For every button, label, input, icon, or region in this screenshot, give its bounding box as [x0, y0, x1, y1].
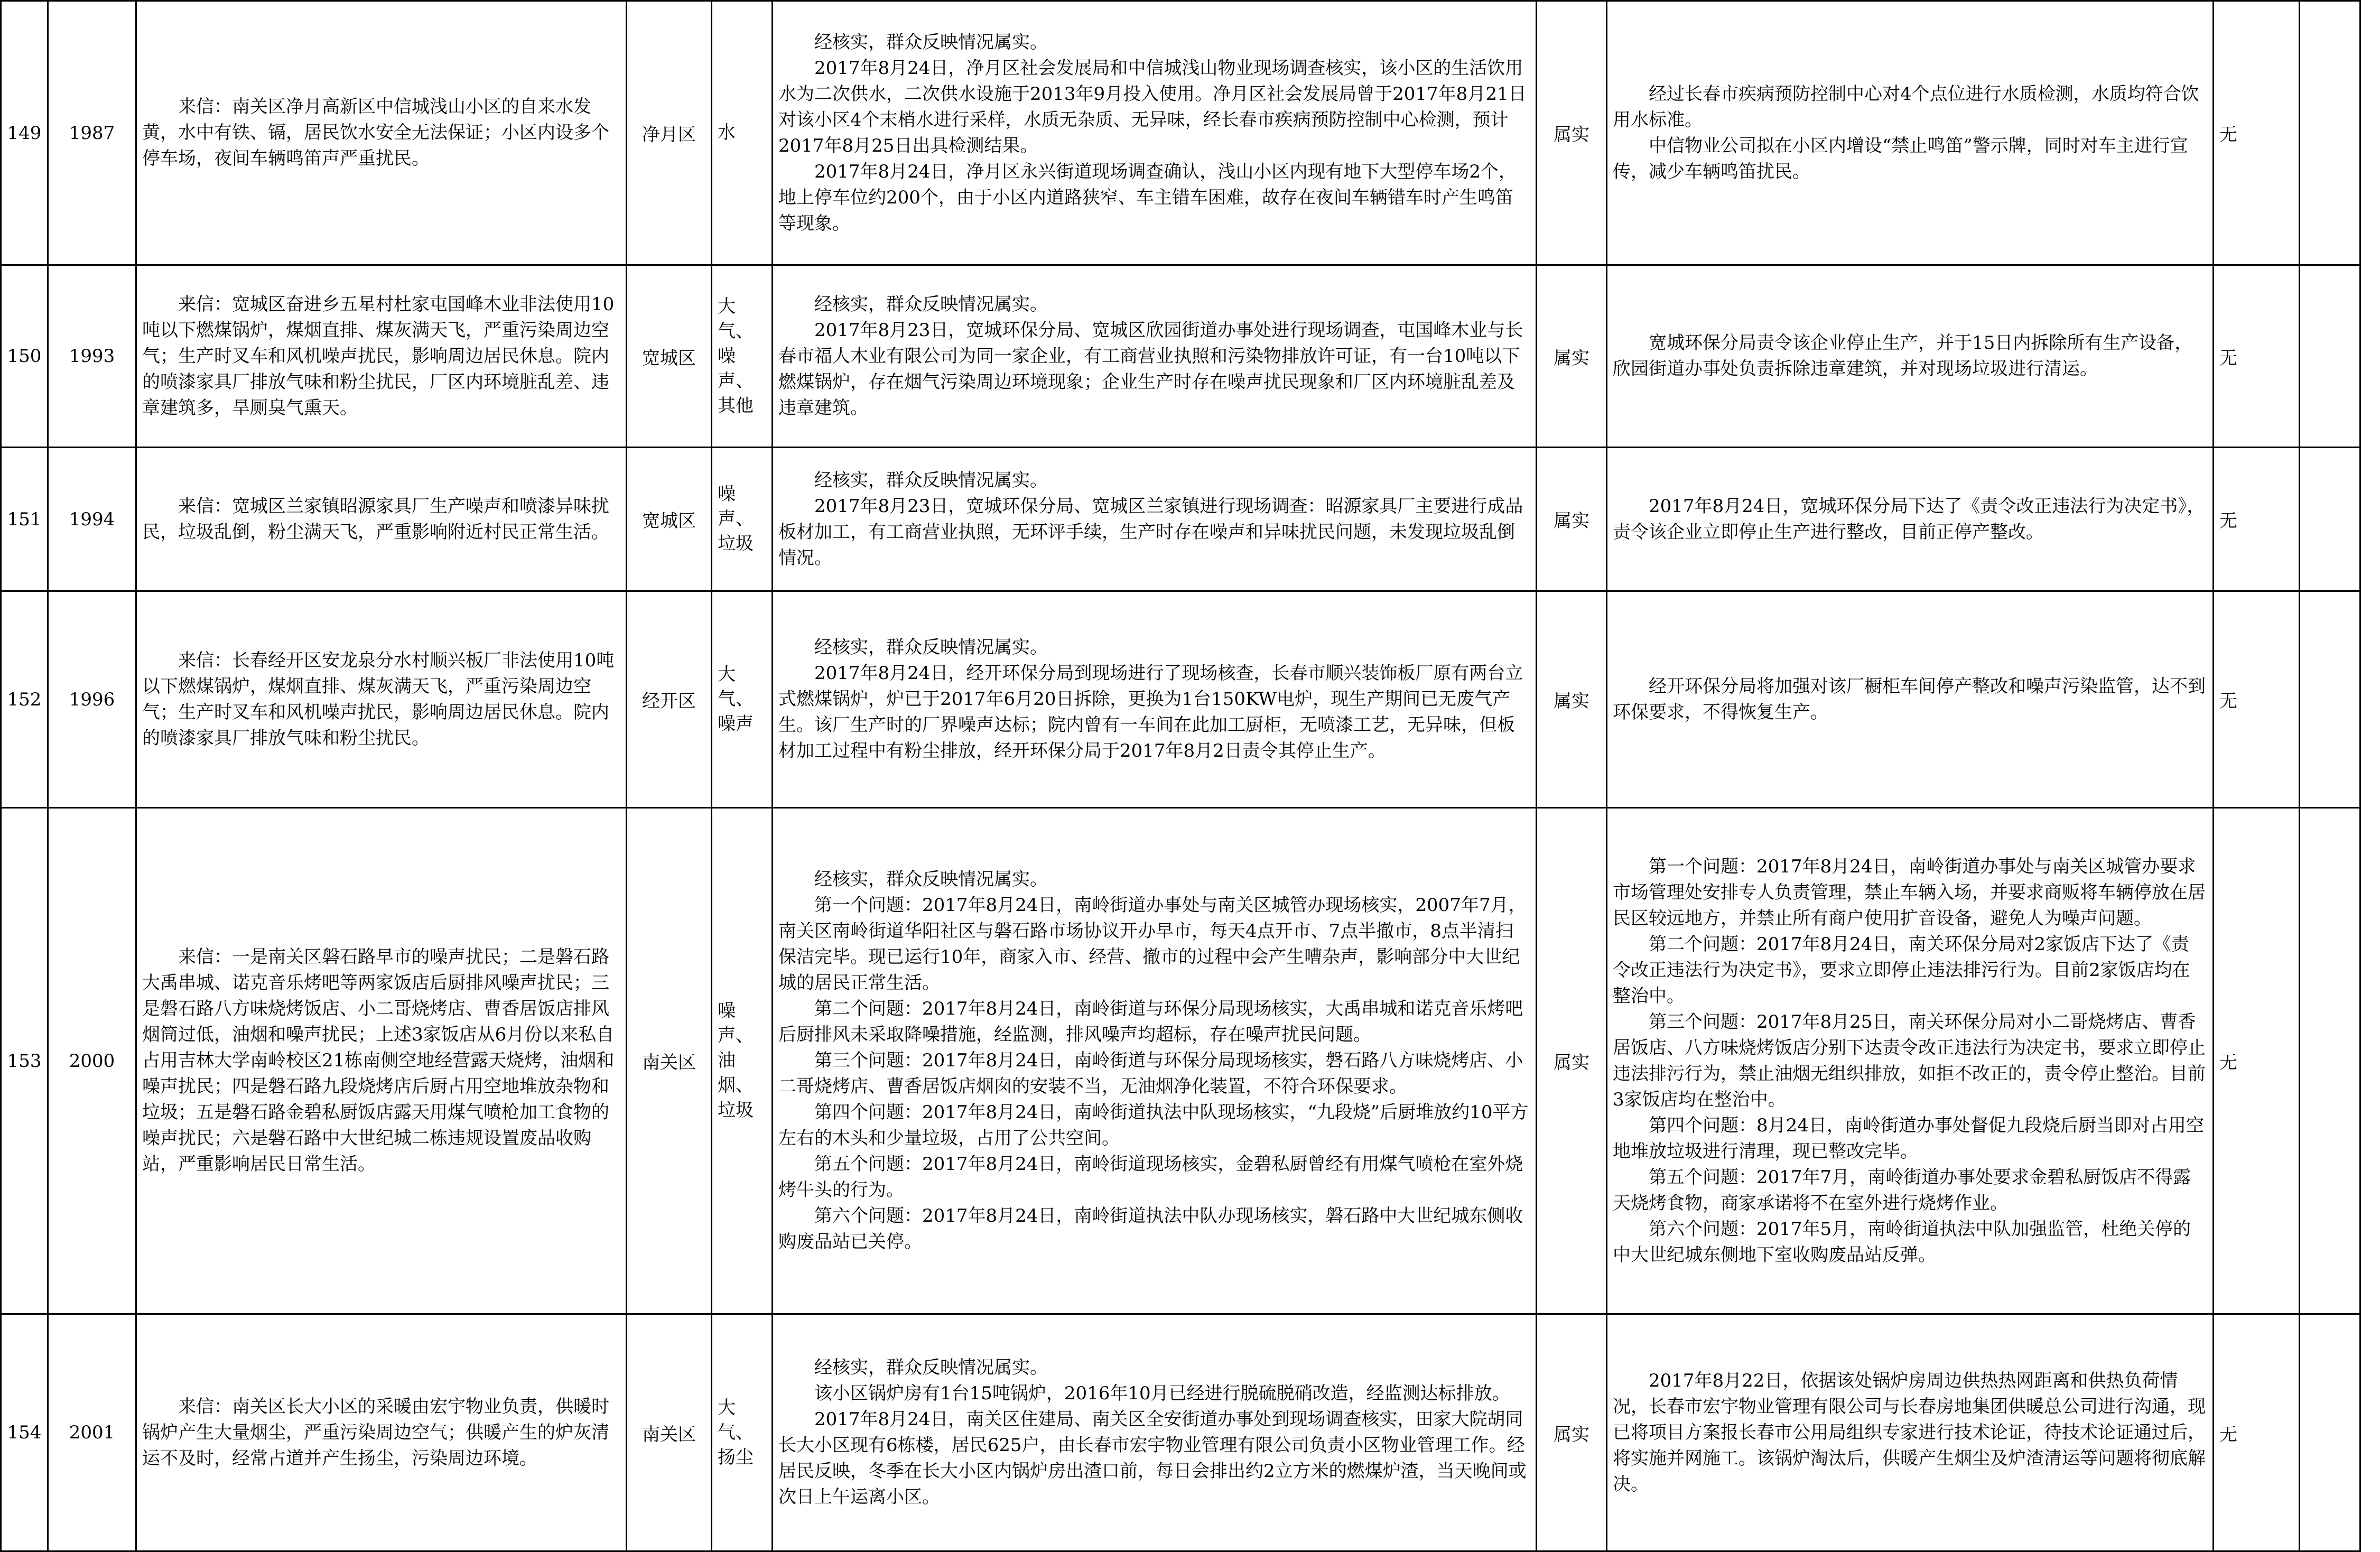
investigation-cell — [773, 1, 1537, 265]
investigation-cell-paragraph: 第六个问题：2017年8月24日，南岭街道执法中队办现场核实，磐石路中大世纪城东侧收购废品站已关停。 — [778, 1205, 1523, 1252]
action-cell-paragraph: 第二个问题：2017年8月24日，南关环保分局对2家饭店下达了《责令改正违法行为决定书》，要求立即停止违法排污行为。目前2家饭店均在整治中。 — [1613, 933, 2190, 1007]
accountability-cell: 无 — [2214, 265, 2300, 448]
investigation-cell-paragraph: 第三个问题：2017年8月24日，南岭街道与环保分局现场核实，磐石路八方味烧烤店、小二哥烧烤店、曹香居饭店烟囱的安装不当，无油烟净化装置，不符合环保要求。 — [778, 1050, 1523, 1097]
action-cell-paragraph: 宽城环保分局责令该企业停止生产，并于15日内拆除所有生产设备，欣园街道办事处负责拆除违章建筑，并对现场垃圾进行清运。 — [1613, 332, 2193, 379]
action-cell — [1607, 808, 2214, 1314]
action-cell-paragraph: 第六个问题：2017年5月，南岭街道执法中队加强监管，杜绝关停的中大世纪城东侧地下室收购废品站反弹。 — [1613, 1218, 2191, 1266]
investigation-cell-paragraph: 2017年8月24日，经开环保分局到现场进行了现场核查，长春市顺兴装饰板厂原有两台立式燃煤锅炉，炉已于2017年6月20日拆除，更换为1台150KW电炉，现生产期间已无废气产生。该厂生产时的厂界噪声达标；院内曾有一车间在此加工厨柜，无喷漆工艺，无异味，但板材加工过程中有粉尘排放，经开环保分局于2017年8月2日责令其停止生产。 — [778, 663, 1523, 761]
blank-cell — [2300, 448, 2360, 591]
district-cell: 宽城区 — [627, 265, 712, 448]
investigation-cell-paragraph: 第二个问题：2017年8月24日，南岭街道与环保分局现场核实，大禹串城和诺克音乐烤吧后厨排风未采取降噪措施，经监测，排风噪声均超标，存在噪声扰民问题。 — [778, 998, 1523, 1045]
table-row — [1, 448, 2360, 591]
complaint-cell — [136, 448, 627, 591]
action-cell — [1607, 448, 2214, 591]
case-number: 1987 — [48, 1, 136, 265]
action-cell-paragraph: 经过长春市疾病预防控制中心对4个点位进行水质检测，水质均符合饮用水标准。 — [1613, 83, 2199, 131]
investigation-cell-paragraph: 经核实，群众反映情况属实。 — [814, 637, 1048, 658]
blank-cell — [2300, 1, 2360, 265]
investigation-cell-paragraph: 2017年8月24日，南关区住建局、南关区全安街道办事处到现场调查核实，田家大院胡同长大小区现有6栋楼，居民625户，由长春市宏宇物业管理有限公司负责小区物业管理工作。经居民反映，冬季在长大小区内锅炉房出渣口前，每日会排出约2立方米的燃煤炉渣，当天晚间或次日上午运离小区。 — [778, 1409, 1527, 1508]
pollution-type-cell: 大气、噪声、其他 — [712, 265, 773, 448]
complaint-text: 来信：一是南关区磐石路早市的噪声扰民；二是磐石路大禹串城、诺克音乐烤吧等两家饭店后厨排风噪声扰民；三是磐石路八方味烧烤饭店、小二哥烧烤店、曹香居饭店排风烟筒过低，油烟和噪声扰民；上述3家饭店从6月份以来私自占用吉林大学南岭校区21栋南侧空地经营露天烧烤，油烟和噪声扰民；四是磐石路九段烧烤店后厨占用空地堆放杂物和垃圾；五是磐石路金碧私厨饭店露天用煤气喷枪加工食物的噪声扰民；六是磐石路中大世纪城二栋违规设置废品收购站，严重影响居民日常生活。 — [142, 946, 615, 1175]
district-cell: 宽城区 — [627, 448, 712, 591]
complaint-cell — [136, 591, 627, 808]
investigation-cell — [773, 448, 1537, 591]
blank-cell — [2300, 808, 2360, 1314]
district-cell: 南关区 — [627, 808, 712, 1314]
table-row — [1, 1314, 2360, 1551]
row-index: 152 — [1, 591, 48, 808]
investigation-cell-paragraph: 该小区锅炉房有1台15吨锅炉，2016年10月已经进行脱硫脱硝改造，经监测达标排放。 — [814, 1383, 1510, 1404]
row-index: 151 — [1, 448, 48, 591]
row-index: 154 — [1, 1314, 48, 1551]
accountability-cell: 无 — [2214, 448, 2300, 591]
case-number: 1996 — [48, 591, 136, 808]
action-cell-paragraph: 经开环保分局将加强对该厂橱柜车间停产整改和噪声污染监管，达不到环保要求，不得恢复生产。 — [1613, 675, 2206, 723]
investigation-cell-paragraph: 经核实，群众反映情况属实。 — [814, 869, 1048, 890]
result-cell: 属实 — [1537, 448, 1607, 591]
investigation-cell-paragraph: 2017年8月23日，宽城环保分局、宽城区欣园街道办事处进行现场调查，屯国峰木业与长春市福人木业有限公司为同一家企业，有工商营业执照和污染物排放许可证，有一台10吨以下燃煤锅炉，存在烟气污染周边环境现象；企业生产时存在噪声扰民现象和厂区内环境脏乱差及违章建筑。 — [778, 319, 1523, 419]
action-cell — [1607, 265, 2214, 448]
case-number: 2001 — [48, 1314, 136, 1551]
action-cell-paragraph: 2017年8月22日，依据该处锅炉房周边供热热网距离和供热负荷情况，长春市宏宇物业管理有限公司与长春房地集团供暖总公司进行沟通，现已将项目方案报长春市公用局组织专家进行技术论证，待技术论证通过后，将实施并网施工。该锅炉淘汰后，供暖产生烟尘及炉渣清运等问题将彻底解决。 — [1613, 1370, 2206, 1495]
complaint-text: 来信：南关区长大小区的采暖由宏宇物业负责，供暖时锅炉产生大量烟尘，严重污染周边空气；供暖产生的炉灰清运不及时，经常占道并产生扬尘，污染周边环境。 — [142, 1396, 609, 1469]
action-cell — [1607, 1, 2214, 265]
result-cell: 属实 — [1537, 1, 1607, 265]
result-cell: 属实 — [1537, 591, 1607, 808]
complaint-cell — [136, 265, 627, 448]
investigation-cell-paragraph: 经核实，群众反映情况属实。 — [814, 31, 1048, 53]
result-cell: 属实 — [1537, 808, 1607, 1314]
action-cell-paragraph: 第三个问题：2017年8月25日，南关环保分局对小二哥烧烤店、曹香居饭店、八方味烧烤饭店分别下达责令改正违法行为决定书，要求立即停止违法排污行为，禁止油烟无组织排放，如拒不改正的，责令停止整治。目前3家饭店均在整治中。 — [1613, 1011, 2206, 1110]
action-cell-paragraph: 2017年8月24日，宽城环保分局下达了《责令改正违法行为决定书》，责令该企业立即停止生产进行整改，目前正停产整改。 — [1613, 495, 2205, 543]
row-index: 150 — [1, 265, 48, 448]
pollution-type-cell: 噪声、油烟、垃圾 — [712, 808, 773, 1314]
table-row — [1, 591, 2360, 808]
complaint-cell — [136, 1, 627, 265]
complaint-cell — [136, 1314, 627, 1551]
result-cell: 属实 — [1537, 1314, 1607, 1551]
action-cell-paragraph: 第四个问题：8月24日，南岭街道办事处督促九段烧后厨当即对占用空地堆放垃圾进行清理，现已整改完毕。 — [1613, 1114, 2204, 1162]
case-number: 1993 — [48, 265, 136, 448]
table-row — [1, 265, 2360, 448]
action-cell-paragraph: 第五个问题：2017年7月，南岭街道办事处要求金碧私厨饭店不得露天烧烤食物，商家承诺将不在室外进行烧烤作业。 — [1613, 1166, 2191, 1214]
complaint-text: 来信：宽城区奋进乡五星村杜家屯国峰木业非法使用10吨以下燃煤锅炉，煤烟直排、煤灰满天飞，严重污染周边空气；生产时叉车和风机噪声扰民，影响周边居民休息。院内的喷漆家具厂排放气味和粉尘扰民，厂区内环境脏乱差、违章建筑多，旱厕臭气熏天。 — [142, 293, 615, 419]
investigation-cell — [773, 808, 1537, 1314]
action-cell-paragraph: 第一个问题：2017年8月24日，南岭街道办事处与南关区城管办要求市场管理处安排专人负责管理，禁止车辆入场，并要求商贩将车辆停放在居民区较远地方，并禁止所有商户使用扩音设备，避免人为噪声问题。 — [1613, 856, 2206, 929]
investigation-cell — [773, 265, 1537, 448]
investigation-cell-paragraph: 第四个问题：2017年8月24日，南岭街道执法中队现场核实，“九段烧”后厨堆放约10平方左右的木头和少量垃圾，占用了公共空间。 — [778, 1102, 1529, 1149]
accountability-cell: 无 — [2214, 591, 2300, 808]
district-cell: 净月区 — [627, 1, 712, 265]
accountability-cell: 无 — [2214, 808, 2300, 1314]
row-index: 153 — [1, 808, 48, 1314]
blank-cell — [2300, 265, 2360, 448]
investigation-cell-paragraph: 经核实，群众反映情况属实。 — [814, 1357, 1048, 1378]
investigation-cell-paragraph: 第五个问题：2017年8月24日，南岭街道现场核实，金碧私厨曾经有用煤气喷枪在室外烧烤牛头的行为。 — [778, 1154, 1523, 1201]
table-body — [1, 1, 2360, 1551]
accountability-cell: 无 — [2214, 1, 2300, 265]
district-cell: 南关区 — [627, 1314, 712, 1551]
complaint-text: 来信：宽城区兰家镇昭源家具厂生产噪声和喷漆异味扰民，垃圾乱倒，粉尘满天飞，严重影响附近村民正常生活。 — [142, 495, 609, 543]
pollution-type-cell: 大气、扬尘 — [712, 1314, 773, 1551]
investigation-cell-paragraph: 2017年8月24日，净月区社会发展局和中信城浅山物业现场调查核实，该小区的生活饮用水为二次供水，二次供水设施于2013年9月投入使用。净月区社会发展局曾于2017年8月21日对该小区4个末梢水进行采样，水质无杂质、无异味，经长春市疾病预防控制中心检测，预计2017年8月25日出具检测结果。 — [778, 57, 1527, 156]
table-row — [1, 808, 2360, 1314]
case-number: 1994 — [48, 448, 136, 591]
investigation-cell — [773, 1314, 1537, 1551]
pollution-type-cell: 水 — [712, 1, 773, 265]
blank-cell — [2300, 591, 2360, 808]
row-index: 149 — [1, 1, 48, 265]
investigation-cell — [773, 591, 1537, 808]
investigation-cell-paragraph: 经核实，群众反映情况属实。 — [814, 293, 1048, 315]
action-cell — [1607, 591, 2214, 808]
investigation-cell-paragraph: 经核实，群众反映情况属实。 — [814, 469, 1048, 491]
pollution-type-cell: 噪声、垃圾 — [712, 448, 773, 591]
complaint-text: 来信：长春经开区安龙泉分水村顺兴板厂非法使用10吨以下燃煤锅炉，煤烟直排、煤灰满天飞，严重污染周边空气；生产时叉车和风机噪声扰民，影响周边居民休息。院内的喷漆家具厂排放气味和粉尘扰民。 — [142, 649, 615, 749]
investigation-cell-paragraph: 2017年8月24日，净月区永兴街道现场调查确认，浅山小区内现有地下大型停车场2个，地上停车位约200个，由于小区内道路狭窄、车主错车困难，故存在夜间车辆错车时产生鸣笛等现象。 — [778, 161, 1517, 234]
result-cell: 属实 — [1537, 265, 1607, 448]
complaint-cell — [136, 808, 627, 1314]
blank-cell — [2300, 1314, 2360, 1551]
investigation-cell-paragraph: 2017年8月23日，宽城环保分局、宽城区兰家镇进行现场调查：昭源家具厂主要进行成品板材加工，有工商营业执照，无环评手续，生产时存在噪声和异味扰民问题，未发现垃圾乱倒情况。 — [778, 495, 1523, 569]
table-row — [1, 1, 2360, 265]
pollution-type-cell: 大气、噪声 — [712, 591, 773, 808]
case-number: 2000 — [48, 808, 136, 1314]
accountability-cell: 无 — [2214, 1314, 2300, 1551]
investigation-cell-paragraph: 第一个问题：2017年8月24日，南岭街道办事处与南关区城管办现场核实，2007年7月，南关区南岭街道华阳社区与磐石路市场协议开办早市，每天4点开市、7点半撤市，8点半清扫保洁完毕。现已运行10年，商家入市、经营、撤市的过程中会产生嘈杂声，影响部分中大世纪城的居民正常生活。 — [778, 895, 1527, 993]
action-cell-paragraph: 中信物业公司拟在小区内增设“禁止鸣笛”警示牌，同时对车主进行宣传，减少车辆鸣笛扰民。 — [1613, 135, 2188, 182]
complaint-text: 来信：南关区净月高新区中信城浅山小区的自来水发黄，水中有铁、镉，居民饮水安全无法保证；小区内设多个停车场，夜间车辆鸣笛声严重扰民。 — [142, 96, 609, 169]
district-cell: 经开区 — [627, 591, 712, 808]
action-cell — [1607, 1314, 2214, 1551]
